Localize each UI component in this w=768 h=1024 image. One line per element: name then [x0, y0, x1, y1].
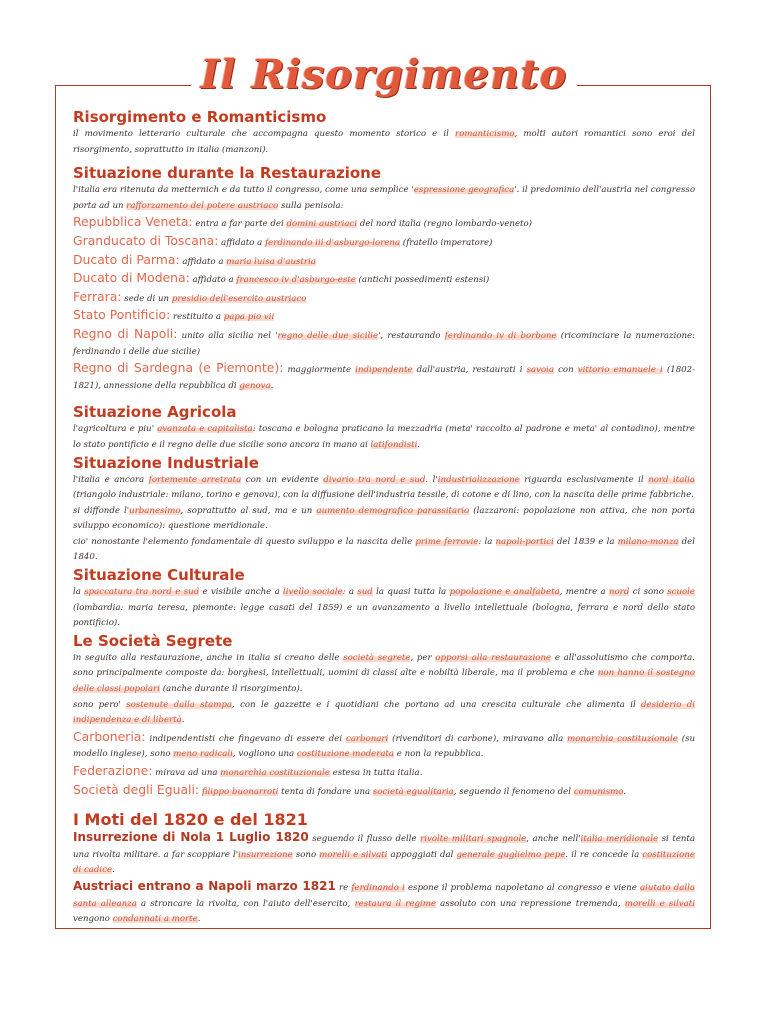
text: , soprattutto al sud, ma e un — [180, 505, 317, 516]
paragraph-agricola — [73, 422, 695, 453]
text: : a — [342, 587, 358, 598]
item-label: Società degli Eguali: — [73, 781, 200, 797]
text: l'agricoltura e piu' — [73, 424, 158, 435]
highlight: sostenute dalla stampa — [126, 699, 233, 710]
text: . — [623, 786, 626, 797]
section-heading-restaurazione: Situazione durante la Restaurazione — [73, 164, 382, 183]
highlight: scuole — [667, 587, 696, 598]
text: sono pero' — [73, 699, 127, 710]
section-heading-romanticismo: Risorgimento e Romanticismo — [73, 108, 327, 126]
text: sulla penisola: — [278, 200, 344, 211]
highlight: romanticismo — [454, 129, 515, 139]
text: con — [554, 365, 578, 376]
text: (lazzaroni: popolazione non attiva, che non porta sviluppo economico): questione meridionale. — [73, 505, 695, 532]
item-regno-sardegna — [73, 360, 695, 394]
text: a stroncare la rivolta, con l'aiuto dell'esercito, — [136, 898, 355, 909]
highlight: monarchia costituzionale — [220, 768, 330, 778]
highlight: indipendente — [355, 365, 413, 376]
section-heading-industriale: Situazione Industriale — [73, 453, 259, 472]
item-label: Ducato di Parma: — [73, 251, 180, 267]
item-label: Austriaci entrano a Napoli marzo 1821 — [73, 878, 336, 893]
text: e visibile anche a — [199, 587, 284, 598]
text: : toscana e bologna praticano la mezzadria (meta' raccolto al padrone e meta' al contadino), mentre lo stato pontificio e il regno delle due sicilie sono ancora in mano ai — [73, 424, 695, 450]
highlight: prime ferrovie — [415, 536, 479, 547]
highlight: generale guglielmo pepe — [456, 849, 566, 860]
highlight: desiderio di indipendenza e di libertà — [73, 699, 695, 726]
text: appoggiati dal — [387, 849, 457, 860]
text: . — [112, 865, 115, 876]
text: in seguito alla restaurazione, anche in italia si creano delle — [73, 652, 344, 663]
highlight: divario tra nord e sud — [323, 474, 426, 485]
highlight: maria luisa d'austria — [226, 256, 316, 267]
text: ', restaurando — [378, 330, 445, 341]
item-label: Ferrara: — [73, 288, 122, 304]
text: del 1839 e la — [553, 536, 618, 547]
highlight: nord italia — [648, 474, 696, 485]
text: mirava ad una — [152, 768, 221, 778]
text: (fratello imperatore) — [400, 237, 493, 248]
highlight: nord — [609, 587, 630, 598]
highlight: genova — [239, 380, 271, 391]
item-label: Ducato di Modena: — [73, 270, 190, 286]
item-ducato-parma — [73, 252, 695, 271]
text: entra a far parte dei — [192, 219, 287, 230]
highlight: presidio dell'esercito austriaco — [171, 293, 307, 304]
item-label: Federazione: — [73, 763, 153, 778]
text: , per — [410, 652, 436, 663]
text: maggiormente — [283, 365, 356, 376]
highlight: espressione geografica — [413, 185, 515, 196]
page-title: Il Risorgimento — [191, 52, 578, 98]
text: . — [181, 715, 185, 726]
highlight: non hanno il sostegno delle classi popolari — [73, 668, 695, 695]
item-stato-pontificio — [73, 307, 695, 326]
text: vengono — [73, 914, 113, 925]
highlight: industrializzazione — [437, 474, 520, 485]
highlight: aumento demografico parassitario — [316, 505, 470, 516]
text: ci sono — [629, 587, 668, 598]
text: il movimento letterario culturale che accompagna questo momento storico e il — [73, 129, 455, 139]
highlight: condannati a morte — [112, 914, 198, 925]
text: affidato a — [189, 275, 237, 286]
spacer — [73, 394, 695, 403]
text: la quasi tutta la — [372, 587, 450, 598]
highlight: costituzione di cadice — [73, 849, 695, 876]
section-heading-societa-segrete: Le Società Segrete — [73, 631, 233, 650]
text: (rivenditori di carbone), miravano alla — [388, 733, 568, 744]
highlight: popolazione e analfabeta — [449, 587, 560, 598]
highlight: latifondisti — [370, 439, 418, 450]
highlight: carbonari — [346, 733, 389, 744]
item-societa-eguali — [73, 782, 695, 801]
section-heading-moti: I Moti del 1820 e del 1821 — [73, 810, 308, 830]
text: , seguendo il fenomeno del — [453, 786, 574, 797]
item-ferrara — [73, 289, 695, 308]
highlight: fortemente arretrata — [148, 474, 242, 485]
highlight: regno delle due sicilie — [277, 330, 379, 341]
text: . — [197, 914, 201, 925]
item-label: Regno di Napoli: — [73, 325, 178, 341]
section-heading-agricola: Situazione Agricola — [73, 403, 237, 422]
item-repubblica-veneta — [73, 214, 695, 233]
text: cio' nonostante l'elemento fondamentale di questo sviluppo e la nascita delle — [73, 536, 416, 547]
highlight: ferdinando iii d'asburgo-lorena — [264, 237, 401, 248]
text: , mentre a — [559, 587, 609, 598]
text: l'italia era ritenuta da metternich e da tutto il congresso, come una semplice ' — [73, 185, 414, 196]
highlight: aiutato dalla santa alleanza — [73, 882, 695, 909]
highlight: insurrezione — [238, 849, 293, 860]
page-title-wrap — [0, 52, 768, 98]
text: si diffonde l' — [73, 505, 130, 516]
highlight: ferdinando i — [351, 882, 405, 893]
text: '. il predominio dell'austria nel congresso porta ad un — [73, 185, 695, 211]
paragraph-industriale-1 — [73, 473, 695, 504]
item-label: Regno di Sardegna (e Piemonte): — [73, 360, 284, 376]
highlight: milano-monza — [617, 536, 679, 547]
item-regno-napoli — [73, 326, 695, 360]
item-federazione — [73, 763, 695, 782]
text: e non la repubblica. — [394, 749, 484, 760]
text: riguarda esclusivamente il — [519, 474, 649, 485]
text: espone il problema napoletano al congresso e viene — [404, 882, 640, 893]
highlight: opporsi alla restaurazione — [435, 652, 552, 663]
item-label: Insurrezione di Nola 1 Luglio 1820 — [73, 830, 309, 845]
notes-content — [73, 108, 695, 928]
text: l'italia e ancora — [73, 474, 149, 485]
item-austriaci-napoli — [73, 879, 695, 928]
highlight: monarchia costituzionale — [567, 733, 678, 744]
highlight: vittorio emanuele i — [577, 365, 663, 376]
item-label: Carboneria: — [73, 728, 146, 744]
item-label: Granducato di Toscana: — [73, 232, 219, 248]
text: affidato a — [179, 256, 227, 267]
item-label: Repubblica Veneta: — [73, 214, 193, 230]
highlight: italia meridionale — [580, 834, 659, 845]
text: re — [335, 882, 352, 893]
text: (lombardia: maria teresa, piemonte: legge casati del 1859) e un avanzamento a livello intellettuale (bologna, ferrara e nord dello stato pontificio). — [73, 602, 695, 629]
text: si tenta una rivolta militare. a far scoppiare l' — [73, 834, 695, 860]
paragraph-industriale-2 — [73, 504, 695, 535]
highlight: napoli-portici — [495, 536, 554, 547]
text: . — [417, 439, 421, 450]
text: sede di un — [121, 293, 172, 304]
item-ducato-modena — [73, 270, 695, 289]
item-label: Stato Pontificio: — [73, 307, 171, 323]
highlight: sud — [357, 587, 373, 598]
paragraph-industriale-3 — [73, 535, 695, 566]
text: unito alla sicilia nel ' — [177, 330, 278, 341]
text: affidato a — [218, 237, 265, 248]
text: con un evidente — [241, 474, 324, 485]
item-granducato-toscana — [73, 233, 695, 252]
highlight: papa pio vii — [223, 312, 275, 323]
item-carboneria — [73, 729, 695, 763]
highlight: società segrete — [343, 652, 411, 663]
text: estesa in tutta italia. — [329, 768, 423, 778]
highlight: rafforzamento del potere austriaco — [126, 200, 279, 211]
text: (su modello inglese), sono — [73, 733, 696, 760]
text: , con le gazzette e i quotidiani che portano ad una crescita culturale che alimenta il — [232, 699, 642, 710]
text: e all'assolutismo che comporta. sono principalmente composte da: borghesi, intellettuali, uomini di classi alte e nobiltà liberale, ma il problema e che — [73, 652, 695, 679]
highlight: restaura il regime — [354, 898, 437, 909]
text: (antichi possedimenti estensi) — [355, 275, 490, 286]
paragraph-societa-2 — [73, 698, 695, 729]
text: . — [270, 380, 274, 391]
item-insurrezione-nola — [73, 830, 695, 879]
highlight: spaccatura tra nord e sud — [84, 587, 200, 598]
section-heading-culturale: Situazione Culturale — [73, 566, 245, 585]
text: la — [73, 587, 85, 598]
text: : la — [478, 536, 496, 547]
highlight: morelli e silvati — [319, 849, 388, 860]
paragraph-culturale — [73, 585, 695, 632]
paragraph-romanticismo — [73, 127, 695, 158]
highlight: urbanesimo — [129, 505, 181, 516]
text: (1802-1821), annessione della repubblica di — [73, 365, 695, 391]
text: restituito a — [170, 312, 224, 323]
text: assoluto con una repressione tremenda, — [436, 898, 625, 909]
text: (ricominciare la numerazione: ferdinando i delle due sicilie) — [73, 330, 696, 357]
highlight: comunismo — [573, 786, 624, 797]
text: . il re concede la — [565, 849, 643, 860]
highlight: morelli e silvati — [624, 898, 695, 909]
highlight: società egualitaria — [372, 786, 454, 797]
text: del nord italia (regno lombardo-veneto) — [357, 219, 533, 230]
text: seguendo il flusso delle — [308, 834, 421, 845]
highlight: costituzione moderata — [296, 749, 395, 760]
text: dall'austria, restaurati i — [412, 365, 527, 376]
highlight: meno radicali — [173, 749, 233, 760]
highlight: avanzata e capitalista — [157, 424, 253, 435]
highlight: domini austriaci — [286, 219, 358, 230]
highlight: savoia — [526, 365, 554, 376]
highlight: ferdinando iv di borbone — [444, 330, 557, 341]
text: (triangolo industriale: milano, torino e genova), con la diffusione dell'industria tessile, di cotone e di lino, con la nascita delle prime fabbriche. — [73, 490, 694, 501]
text: (anche durante il risorgimento). — [159, 684, 303, 695]
paragraph-societa-1 — [73, 651, 695, 698]
text: indipendentisti che fingevano di essere dei — [145, 733, 346, 744]
text: , molti autori romantici sono eroi del risorgimento, soprattutto in italia (manzoni). — [73, 129, 695, 155]
text: , vogliono una — [232, 749, 297, 760]
highlight: livello sociale — [283, 587, 343, 598]
text: . l' — [425, 474, 438, 485]
highlight: rivolte militari spagnole — [420, 834, 527, 845]
text: , anche nell' — [526, 834, 581, 845]
text: del 1840. — [73, 536, 696, 563]
spacer — [73, 800, 695, 809]
highlight: filippo buonarroti — [201, 786, 279, 797]
text: sono — [292, 849, 320, 860]
paragraph-restaurazione-intro — [73, 183, 695, 214]
highlight: francesco iv d'asburgo-este — [236, 275, 356, 286]
text: tenta di fondare una — [278, 786, 373, 797]
